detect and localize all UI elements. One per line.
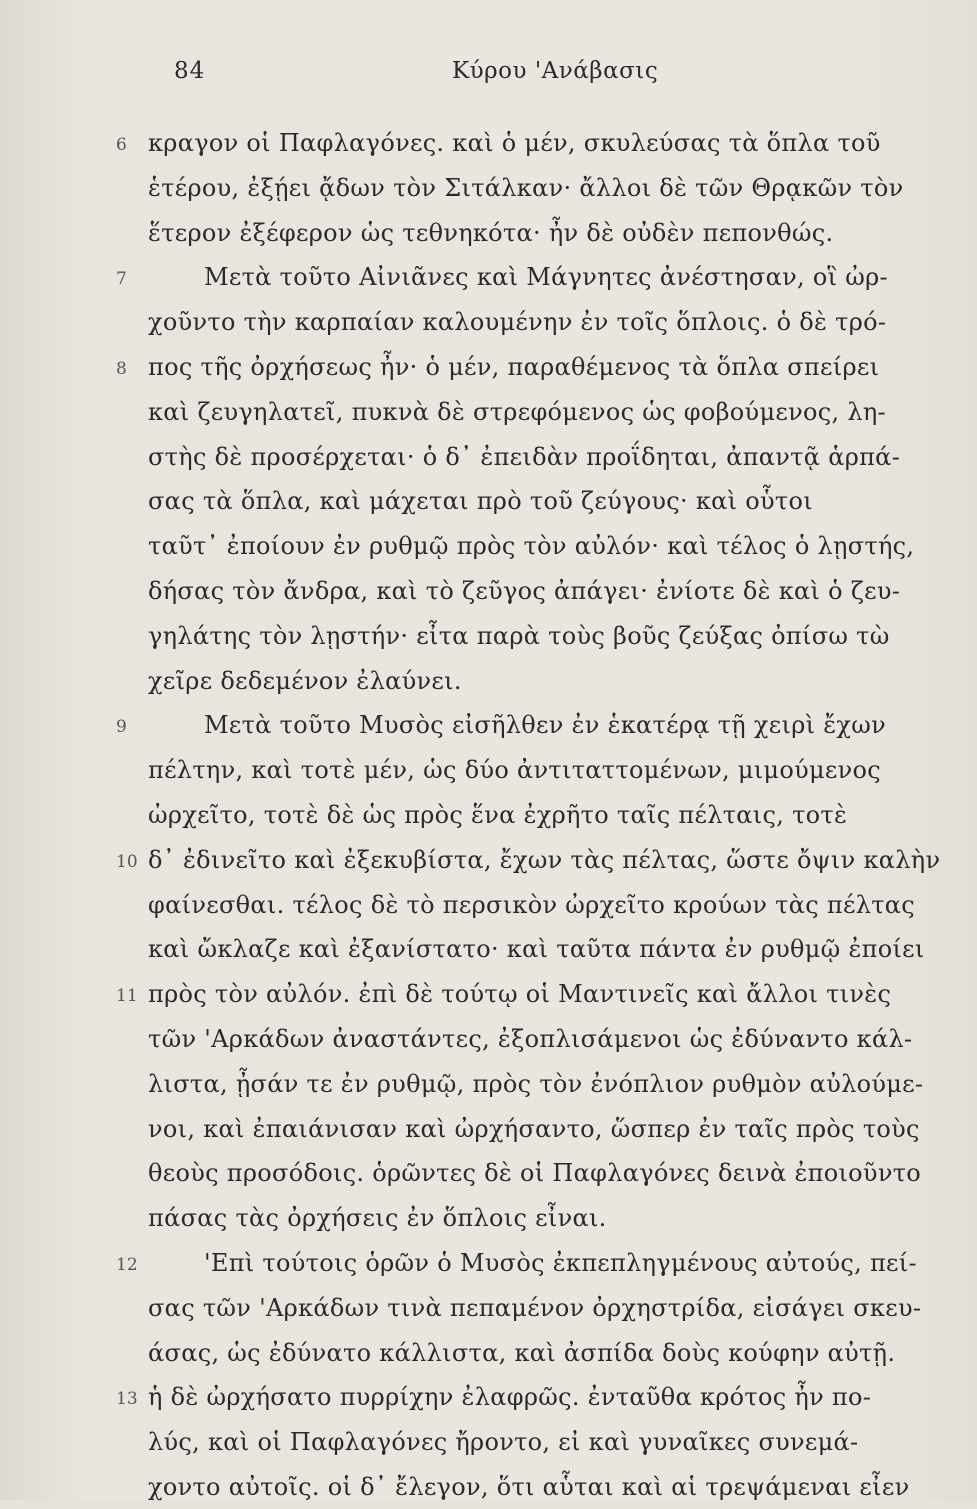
text-line <box>148 1151 922 1195</box>
text-line <box>148 479 918 523</box>
text-line <box>148 1062 924 1106</box>
text-line-content: κραγον οἱ Παφλαγόνες. καὶ ὁ μέν, σκυλεύσας τὰ ὅπλα τοῦ <box>148 129 881 157</box>
text-line <box>148 1107 918 1151</box>
text-line <box>148 166 918 210</box>
section-number: 10 <box>116 851 138 872</box>
text-line <box>148 1241 918 1285</box>
section-number: 9 <box>116 717 127 738</box>
text-line <box>148 1196 918 1240</box>
text-line-content: Μετὰ τοῦτο Μυσὸς εἰσῆλθεν ἐν ἑκατέρᾳ τῇ χειρὶ ἔχων <box>204 711 887 740</box>
text-line <box>148 1420 918 1464</box>
text-line <box>148 703 918 747</box>
text-line <box>148 748 918 792</box>
text-line-content: άσας, ὡς ἐδύνατο κάλλιστα, καὶ ἀσπίδα δοὺς κούφην αὐτῇ. <box>148 1338 896 1367</box>
text-line <box>148 435 918 479</box>
page-header <box>0 52 977 92</box>
text-line-content: ἕτερον ἐξέφερον ὡς τεθνηκότα· ἦν δὲ οὐδὲν πεπονθώς. <box>148 218 834 247</box>
text-line-content: πος τῆς ὀρχήσεως ἦν· ὁ μέν, παραθέμενος τὰ ὅπλα σπείρει <box>148 353 880 381</box>
text-line-content: λιστα, ᾖσάν τε ἐν ρυθμῷ, πρὸς τὸν ἐνόπλιον ρυθμὸν αὐλούμε- <box>148 1069 924 1098</box>
text-line-content: καὶ ὤκλαζε καὶ ἐξανίστατο· καὶ ταῦτα πάντα ἐν ρυθμῷ ἐποίει <box>148 935 925 964</box>
text-line-content: ἑτέρου, ἐξῄει ᾄδων τὸν Σιτάλκαν· ἄλλοι δὲ τῶν Θρᾳκῶν τὸν <box>148 173 904 202</box>
text-line <box>148 255 918 299</box>
text-line <box>148 390 918 434</box>
text-line <box>148 1465 918 1509</box>
text-line-content: σας τῶν 'Αρκάδων τινὰ πεπαμένον ὀρχηστρίδα, εἰσάγει σκευ- <box>148 1293 922 1322</box>
text-line <box>148 1017 918 1061</box>
text-line <box>148 614 918 658</box>
text-line <box>148 121 918 165</box>
section-number: 13 <box>116 1389 138 1410</box>
running-head: Κύρου 'Ανάβασις <box>452 58 659 84</box>
text-line-content: ἡ δὲ ὠρχήσατο πυρρίχην ἐλαφρῶς. ἐνταῦθα κρότος ἦν πο- <box>148 1383 872 1412</box>
text-line-content: ὠρχεῖτο, τοτὲ δὲ ὡς πρὸς ἕνα ἐχρῆτο ταῖς πέλταις, τοτὲ <box>148 801 848 829</box>
text-line-content: καὶ ζευγηλατεῖ, πυκνὰ δὲ στρεφόμενος ὡς φοβούμενος, λη- <box>148 397 886 426</box>
section-number: 7 <box>116 269 127 290</box>
page-number: 84 <box>174 58 206 84</box>
text-line <box>148 569 918 613</box>
text-line-content: λύς, καὶ οἱ Παφλαγόνες ἤροντο, εἰ καὶ γυναῖκες συνεμά- <box>148 1428 859 1457</box>
section-number: 12 <box>116 1255 138 1275</box>
text-line-content: χεῖρε δεδεμένον ἐλαύνει. <box>148 666 462 695</box>
text-line-content: πάσας τὰς ὀρχήσεις ἐν ὅπλοις εἶναι. <box>148 1204 607 1233</box>
text-line <box>148 211 918 255</box>
text-line <box>148 524 918 568</box>
text-line <box>148 659 918 703</box>
text-line <box>148 300 918 344</box>
text-line-content: Μετὰ τοῦτο Αἰνιᾶνες καὶ Μάγνητες ἀνέστησαν, οἳ ὠρ- <box>204 263 888 292</box>
text-line-content: θεοὺς προσόδοις. ὁρῶντες δὲ οἱ Παφλαγόνες δεινὰ ἐποιοῦντο <box>148 1159 922 1188</box>
text-line-content: φαίνεσθαι. τέλος δὲ τὸ περσικὸν ὠρχεῖτο κρούων τὰς πέλτας <box>148 890 916 919</box>
text-line-content: τῶν 'Αρκάδων ἀναστάντες, ἐξοπλισάμενοι ὡς ἐδύναντο κάλ- <box>148 1025 913 1053</box>
text-line <box>148 927 925 971</box>
text-line-content: γηλάτης τὸν λῃστήν· εἶτα παρὰ τοὺς βοῦς ζεύξας ὀπίσω τὼ <box>148 621 890 650</box>
text-line <box>148 1375 918 1419</box>
text-line-content: χοντο αὐτοῖς. οἱ δ᾽ ἔλεγον, ὅτι αὗται καὶ αἱ τρεψάμεναι εἶεν <box>148 1473 910 1501</box>
text-line-content: σας τὰ ὅπλα, καὶ μάχεται πρὸ τοῦ ζεύγους· καὶ οὗτοι <box>148 487 813 516</box>
section-number: 11 <box>116 986 138 1007</box>
text-line <box>148 972 918 1016</box>
text-line-content: πέλτην, καὶ τοτὲ μέν, ὡς δύο ἀντιταττομένων, μιμούμενος <box>148 756 881 785</box>
text-line-content: στὴς δὲ προσέρχεται· ὁ δ᾽ ἐπειδὰν προΐδηται, ἀπαντᾷ ἁρπά- <box>148 442 901 471</box>
text-line <box>148 1286 922 1330</box>
text-line-content: δήσας τὸν ἄνδρα, καὶ τὸ ζεῦγος ἀπάγει· ἐνίοτε δὲ καὶ ὁ ζευ- <box>148 577 901 605</box>
text-line-content: δ᾽ ἐδινεῖτο καὶ ἐξεκυβίστα, ἔχων τὰς πέλτας, ὥστε ὄψιν καλὴν <box>148 845 941 874</box>
text-line-content: νοι, καὶ ἐπαιάνισαν καὶ ὠρχήσαντο, ὥσπερ ἐν ταῖς πρὸς τοὺς <box>148 1114 920 1143</box>
text-line <box>148 883 918 927</box>
section-number: 8 <box>116 359 127 379</box>
text-line <box>148 1331 918 1375</box>
text-line-content: πρὸς τὸν αὐλόν. ἐπὶ δὲ τούτῳ οἱ Μαντινεῖς καὶ ἄλλοι τινὲς <box>148 980 892 1009</box>
text-line-content: ταῦτ᾽ ἐποίουν ἐν ρυθμῷ πρὸς τὸν αὐλόν· καὶ τέλος ὁ λῃστής, <box>148 532 915 561</box>
text-line-content: χοῦντο τὴν καρπαίαν καλουμένην ἐν τοῖς ὅπλοις. ὁ δὲ τρό- <box>148 308 887 337</box>
section-number: 6 <box>116 135 127 155</box>
text-line <box>148 838 941 882</box>
text-line-content: 'Επὶ τούτοις ὁρῶν ὁ Μυσὸς ἐκπεπληγμένους αὐτούς, πεί- <box>204 1249 917 1277</box>
text-line <box>148 345 918 389</box>
text-line <box>148 793 918 837</box>
